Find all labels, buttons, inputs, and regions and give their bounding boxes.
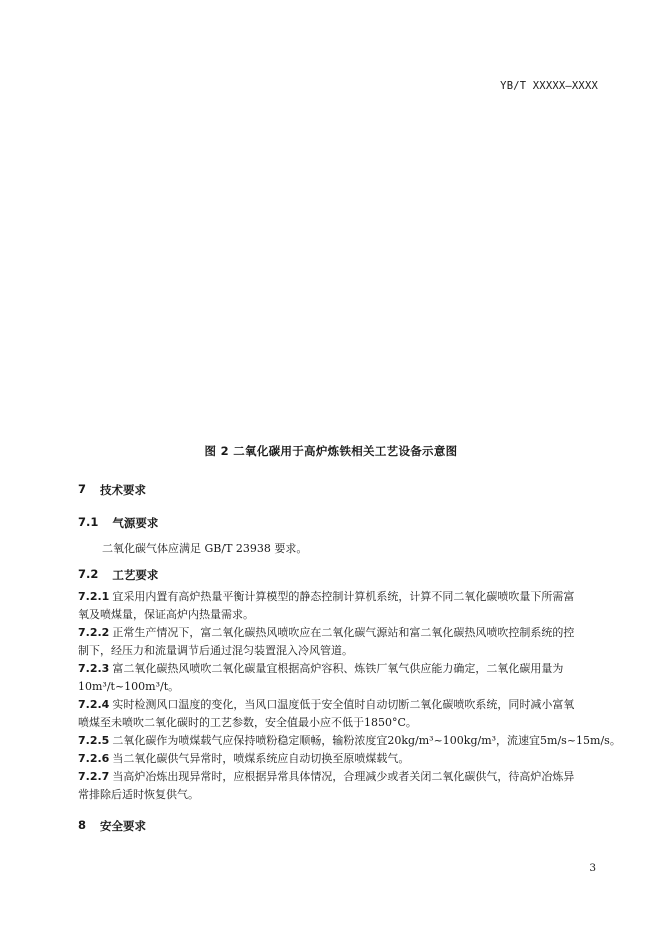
clause-line (78, 588, 598, 606)
clause-number: 7.2.4 (78, 698, 110, 711)
document-code-header: YB/T XXXXX—XXXX (500, 80, 598, 92)
clause-text: 二氧化碳作为喷煤载气应保持喷粉稳定顺畅，输粉浓度宜20kg/m³~100kg/m³，流速宜5m/s~15m/s。 (112, 734, 621, 747)
clause-7-2-6 (78, 750, 598, 768)
clause-7-2-3 (78, 660, 598, 696)
section-title: 气源要求 (112, 516, 159, 530)
section-7-1-text (78, 540, 622, 558)
clause-line (78, 732, 621, 750)
section-7-1-heading (78, 515, 158, 531)
section-8-heading (78, 818, 146, 834)
clause-line (78, 696, 598, 714)
clause-line (78, 624, 598, 642)
clause-line (78, 750, 598, 768)
clause-text: 正常生产情况下，富二氧化碳热风喷吹应在二氧化碳气源站和富二氧化碳热风喷吹控制系统的控 (112, 626, 575, 639)
clause-text: 富二氧化碳热风喷吹二氧化碳量宜根据高炉容积、炼铁厂氧气供应能力确定，二氧化碳用量为 (112, 662, 564, 675)
clause-line (78, 660, 598, 678)
section-7-2-heading (78, 567, 158, 583)
section-number: 8 (78, 818, 87, 832)
section-title: 工艺要求 (112, 568, 159, 582)
section-number: 7 (78, 482, 87, 496)
clause-number: 7.2.3 (78, 662, 110, 675)
clause-7-2-1 (78, 588, 598, 624)
clause-line: 氧及喷煤量，保证高炉内热量需求。 (78, 608, 254, 621)
clause-7-2-4 (78, 696, 598, 732)
section-title: 安全要求 (100, 819, 147, 833)
clause-number: 7.2.1 (78, 590, 110, 603)
figure-caption: 图 2 二氧化碳用于高炉炼铁相关工艺设备示意图 (204, 444, 458, 458)
clause-line (78, 768, 598, 786)
clause-line: 常排除后适时恢复供气。 (78, 788, 199, 801)
clause-line: 喷煤至未喷吹二氧化碳时的工艺参数，安全值最小应不低于1850°C。 (78, 716, 417, 729)
clause-number: 7.2.5 (78, 734, 110, 747)
clause-text: 宜采用内置有高炉热量平衡计算模型的静态控制计算机系统，计算不同二氧化碳喷吹量下所需富 (112, 590, 575, 603)
clause-text: 实时检测风口温度的变化，当风口温度低于安全值时自动切断二氧化碳喷吹系统，同时减小富氧 (112, 698, 575, 711)
page-number: 3 (589, 862, 596, 874)
clause-7-2-2 (78, 624, 598, 660)
section-number: 7.2 (78, 567, 99, 581)
section-number: 7.1 (78, 515, 99, 529)
clause-7-2-5 (78, 732, 621, 750)
section-7-heading (78, 482, 146, 498)
clause-number: 7.2.2 (78, 626, 110, 639)
clause-line: 制下，经压力和流量调节后通过混匀装置混入冷风管道。 (78, 644, 353, 657)
paragraph-text: 二氧化碳气体应满足 GB/T 23938 要求。 (102, 542, 308, 555)
clause-line: 10m³/t~100m³/t。 (78, 680, 180, 693)
clause-text: 当二氧化碳供气异常时，喷煤系统应自动切换至原喷煤载气。 (112, 752, 410, 765)
clause-number: 7.2.7 (78, 770, 110, 783)
clause-7-2-7 (78, 768, 598, 804)
clause-text: 当高炉冶炼出现异常时，应根据异常具体情况，合理减少或者关闭二氧化碳供气，待高炉冶炼异 (112, 770, 575, 783)
section-title: 技术要求 (100, 483, 147, 497)
clause-number: 7.2.6 (78, 752, 110, 765)
